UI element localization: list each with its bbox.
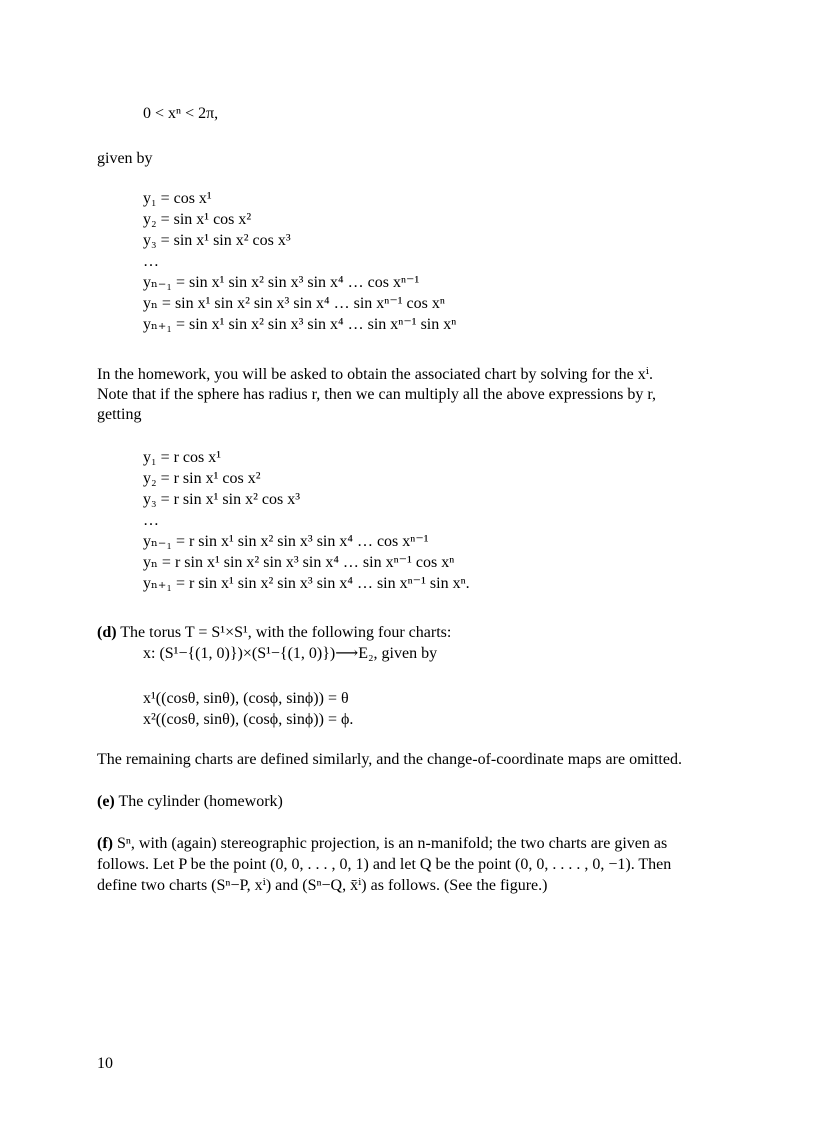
equation-line: y₂ = sin x¹ cos x²	[143, 211, 252, 228]
sphere-label: (f)	[97, 835, 113, 852]
sphere-text: Sⁿ, with (again) stereographic projection, is an n-manifold; the two charts are given as	[116, 835, 668, 852]
torus-label: (d)	[97, 624, 117, 641]
given-by-text: given by	[97, 150, 153, 167]
cylinder-item	[97, 792, 283, 811]
equation-line: yₙ = sin x¹ sin x² sin x³ sin x⁴ … sin xⁿ⁻¹ cos xⁿ	[143, 295, 445, 312]
paragraph-line: getting	[97, 406, 142, 423]
equation-line: yₙ₋₁ = sin x¹ sin x² sin x³ sin x⁴ … cos xⁿ⁻¹	[143, 274, 420, 291]
equation-line: y₃ = r sin x¹ sin x² cos x³	[143, 491, 300, 508]
equation-line: y₁ = r cos x¹	[143, 449, 222, 466]
paragraph-line: follows. Let P be the point (0, 0, . . . , 0, 1) and let Q be the point (0, 0, . . . . , 0, −1). Then	[97, 856, 672, 873]
remaining-charts-paragraph: The remaining charts are defined similarly, and the change-of-coordinate maps are omitted.	[97, 751, 682, 768]
torus-heading	[97, 623, 451, 642]
equation-line: yₙ₊₁ = r sin x¹ sin x² sin x³ sin x⁴ … sin xⁿ⁻¹ sin xⁿ.	[143, 575, 470, 592]
paragraph-line	[97, 834, 667, 853]
page-number: 10	[97, 1055, 113, 1072]
cylinder-text: The cylinder (homework)	[118, 793, 283, 810]
equation-line: y₃ = sin x¹ sin x² cos x³	[143, 232, 291, 249]
equation-line: yₙ = r sin x¹ sin x² sin x³ sin x⁴ … sin xⁿ⁻¹ cos xⁿ	[143, 554, 455, 571]
paragraph-line: In the homework, you will be asked to obtain the associated chart by solving for the xⁱ.	[97, 366, 653, 383]
equation-ellipsis: …	[143, 512, 159, 529]
paragraph-line: Note that if the sphere has radius r, then we can multiply all the above expressions by r,	[97, 386, 657, 403]
cylinder-label: (e)	[97, 793, 115, 810]
equation-line: y₁ = cos x¹	[143, 190, 212, 207]
torus-equation-1: x¹((cosθ, sinθ), (cosϕ, sinϕ)) = θ	[143, 690, 349, 707]
equation-line: y₂ = r sin x¹ cos x²	[143, 470, 261, 487]
intro-equation: 0 < xⁿ < 2π,	[143, 105, 219, 122]
equation-ellipsis: …	[143, 253, 159, 270]
torus-text: The torus T = S¹×S¹, with the following four charts:	[120, 624, 452, 641]
paragraph-line: define two charts (Sⁿ−P, xⁱ) and (Sⁿ−Q, x̄ⁱ) as follows. (See the figure.)	[97, 877, 548, 894]
torus-chart-definition: x: (S¹−{(1, 0)})×(S¹−{(1, 0)})⟶E₂, given by	[143, 645, 438, 662]
torus-equation-2: x²((cosθ, sinθ), (cosϕ, sinϕ)) = ϕ.	[143, 711, 354, 728]
equation-line: yₙ₋₁ = r sin x¹ sin x² sin x³ sin x⁴ … cos xⁿ⁻¹	[143, 533, 429, 550]
equation-line: yₙ₊₁ = sin x¹ sin x² sin x³ sin x⁴ … sin xⁿ⁻¹ sin xⁿ	[143, 316, 457, 333]
